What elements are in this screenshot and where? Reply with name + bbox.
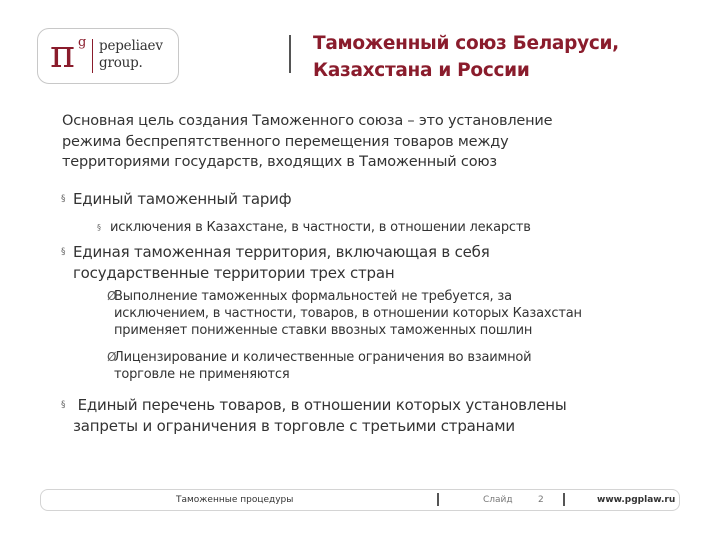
slide-title-line1: Таможенный союз Беларуси, <box>313 33 619 54</box>
company-logo <box>37 28 179 84</box>
sub-bullet-item <box>97 219 531 236</box>
footer-url-link[interactable]: www.pgplaw.ru <box>597 495 676 505</box>
bullet-item <box>62 395 567 437</box>
logo-name-line2: group. <box>99 55 143 71</box>
bullet-text-line2: запреты и ограничения в торговле с третьими странами <box>73 417 515 435</box>
sub-bullet-marker-icon: § <box>97 223 101 232</box>
intro-line3: территориями государств, входящих в Таможенный союз <box>62 154 497 170</box>
arrow-bullet-item <box>107 349 531 383</box>
logo-name <box>99 38 163 72</box>
intro-line1: Основная цель создания Таможенного союза – это установление <box>62 113 553 129</box>
arrow-bullet-line2: торговле не применяются <box>114 367 290 382</box>
arrow-bullet-line2: исключением, в частности, товаров, в отношении которых Казахстан <box>114 306 582 321</box>
bullet-item <box>62 189 291 210</box>
footer-frame <box>40 489 680 511</box>
footer-slide-number: 2 <box>538 495 544 505</box>
intro-line2: режима беспрепятственного перемещения товаров между <box>62 133 509 150</box>
footer-section: Таможенные процедуры <box>176 495 294 505</box>
arrow-bullet-line1: Выполнение таможенных формальностей не требуется, за <box>114 289 512 304</box>
bullet-marker-icon: § <box>61 194 66 204</box>
arrow-bullet-item <box>107 288 582 339</box>
bullet-text: Единый таможенный тариф <box>73 190 292 208</box>
footer-divider <box>437 493 439 506</box>
sub-bullet-text: исключения в Казахстане, в частности, в отношении лекарств <box>110 220 531 235</box>
slide-title-line2: Казахстана и России <box>313 60 530 81</box>
bullet-text-line2: государственные территории трех стран <box>73 264 395 282</box>
arrow-bullet-line3: применяет пониженные ставки ввозных таможенных пошлин <box>114 323 533 338</box>
bullet-text-line1: Единый перечень товаров, в отношении которых установлены <box>73 396 567 414</box>
arrow-bullet-line1: Лицензирование и количественные ограничения во взаимной <box>114 350 532 365</box>
bullet-text-line1: Единая таможенная территория, включающая в себя <box>73 243 490 261</box>
footer-divider <box>563 493 565 506</box>
logo-divider <box>92 39 93 73</box>
bullet-item <box>62 242 490 284</box>
logo-g-glyph: g <box>78 35 87 50</box>
title-divider <box>289 35 291 73</box>
arrow-marker-icon: Ø <box>107 350 117 364</box>
footer-slide-label: Слайд <box>483 495 513 505</box>
bullet-marker-icon: § <box>61 247 66 257</box>
slide-title <box>313 30 619 84</box>
intro-paragraph <box>62 111 662 173</box>
arrow-marker-icon: Ø <box>107 289 117 303</box>
logo-pi-glyph: π <box>50 32 75 76</box>
logo-name-line1: pepeliaev <box>99 38 163 54</box>
bullet-marker-icon: § <box>61 400 66 410</box>
